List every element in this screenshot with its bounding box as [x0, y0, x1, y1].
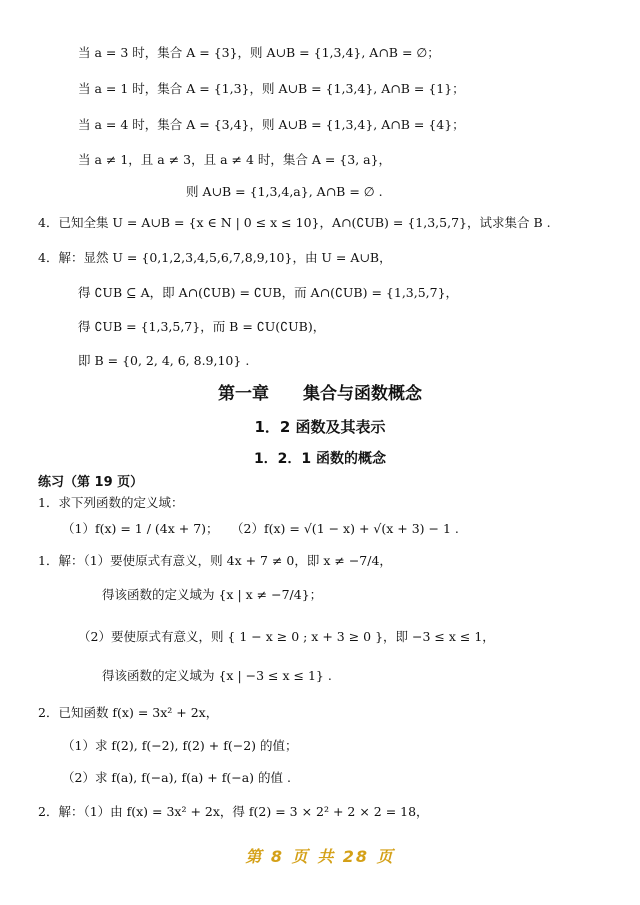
answer-line: 得该函数的定义域为 {x | −3 ≤ x ≤ 1} .	[102, 668, 332, 683]
chapter-title: 第一章 集合与函数概念	[218, 384, 422, 404]
solution-line: 得 ∁UB = {1,3,5,7}，而 B = ∁U(∁UB)，	[78, 319, 326, 334]
text-line: 当 a ≠ 1，且 a ≠ 3，且 a ≠ 4 时，集合 A = {3, a}，	[78, 152, 392, 167]
solution-line: 4．解：显然 U = {0,1,2,3,4,5,6,7,8,9,10}，由 U = A∪B，	[38, 250, 392, 265]
answer-line: 2．解：（1）由 f(x) = 3x² + 2x，得 f(2) = 3 × 2² + 2 × 2 = 18，	[38, 804, 429, 819]
question-items: （1）f(x) = 1 / (4x + 7)； （2）f(x) = √(1 − x) + √(x + 3) − 1 .	[62, 521, 459, 536]
text-line: 当 a = 4 时，集合 A = {3,4}，则 A∪B = {1,3,4}, A∩B = {4}；	[78, 117, 465, 132]
exercise-heading: 练习（第 19 页）	[38, 475, 144, 490]
question-item: （2）求 f(a), f(−a), f(a) + f(−a) 的值 .	[62, 770, 291, 785]
solution-line: 得 ∁UB ⊆ A，即 A∩(∁UB) = ∁UB，而 A∩(∁UB) = {1,3,5,7}，	[78, 285, 459, 300]
solution-line: 即 B = {0, 2, 4, 6, 8.9,10} .	[78, 353, 250, 368]
answer-line: 得该函数的定义域为 {x | x ≠ −7/4}；	[102, 587, 323, 602]
text-line: 则 A∪B = {1,3,4,a}, A∩B = ∅ .	[186, 184, 383, 199]
text-line: 当 a = 1 时，集合 A = {1,3}，则 A∪B = {1,3,4}, A∩B = {1}；	[78, 81, 465, 96]
question-item: （1）求 f(2), f(−2), f(2) + f(−2) 的值；	[62, 738, 298, 753]
page-footer: 第 8 页 共 28 页	[245, 847, 395, 866]
answer-line: 1．解：（1）要使原式有意义，则 4x + 7 ≠ 0，即 x ≠ −7/4，	[38, 553, 392, 568]
text-line: 当 a = 3 时，集合 A = {3}，则 A∪B = {1,3,4}, A∩B = ∅；	[78, 45, 440, 60]
problem-statement: 4．已知全集 U = A∪B = {x ∈ N | 0 ≤ x ≤ 10}，A∩(∁UB) = {1,3,5,7}，试求集合 B .	[38, 215, 551, 230]
subsection-title: 1．2．1 函数的概念	[253, 451, 387, 467]
question: 2．已知函数 f(x) = 3x² + 2x，	[38, 705, 219, 720]
question: 1．求下列函数的定义域：	[38, 495, 184, 510]
answer-line: （2）要使原式有意义，则 { 1 − x ≥ 0 ; x + 3 ≥ 0 }，即 −3 ≤ x ≤ 1，	[78, 629, 495, 644]
section-title: 1．2 函数及其表示	[254, 418, 386, 436]
